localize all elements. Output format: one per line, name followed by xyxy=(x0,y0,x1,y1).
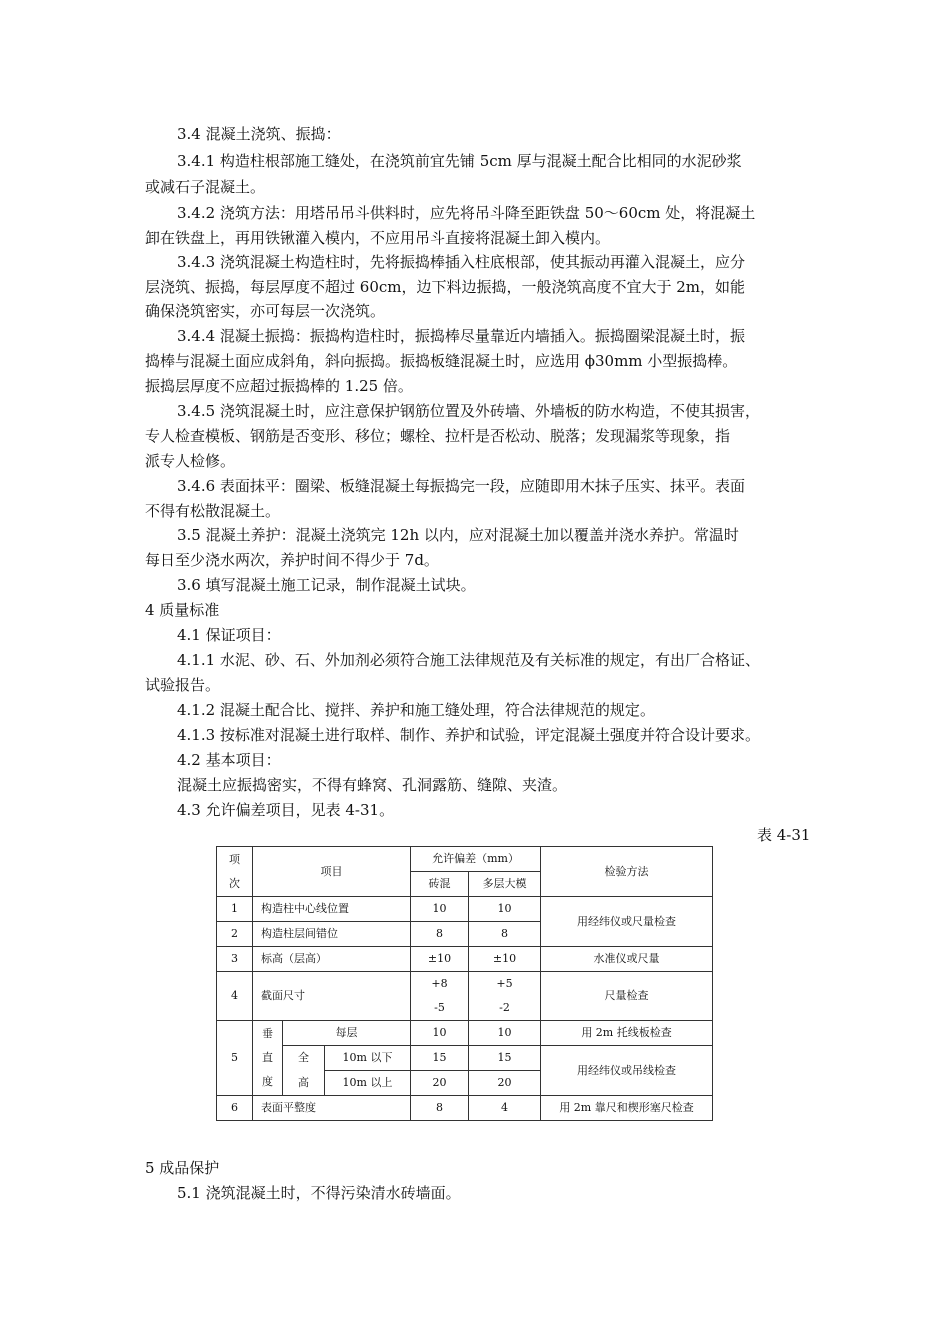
text-line: 每日至少浇水两次，养护时间不得少于 7d。 xyxy=(145,551,439,569)
text-line: 4.1.2 混凝土配合比、搅拌、养护和施工缝处理，符合法律规范的规定。 xyxy=(177,701,655,719)
table-row xyxy=(217,897,713,922)
text-line: 3.4.5 浇筑混凝土时，应注意保护钢筋位置及外砖墙、外墙板的防水构造，不使其损害， xyxy=(177,402,760,420)
text-line: 3.4.6 表面抹平：圈梁、板缝混凝土每振捣完一段，应随即用木抹子压实、抹平。表面 xyxy=(177,477,745,495)
text-line: 派专人检修。 xyxy=(145,452,236,470)
header-brick: 砖混 xyxy=(411,872,469,897)
row-item: 截面尺寸 xyxy=(253,972,411,1021)
row-brick: +8 -5 xyxy=(411,972,469,1021)
text-line: 4 质量标准 xyxy=(145,601,220,619)
text-line: 试验报告。 xyxy=(145,676,221,694)
row-multi: 20 xyxy=(469,1071,541,1096)
row-brick: 20 xyxy=(411,1071,469,1096)
table-row xyxy=(217,972,713,1021)
table-header-row xyxy=(217,847,713,872)
row-no: 1 xyxy=(217,897,253,922)
row-no: 4 xyxy=(217,972,253,1021)
text-line: 混凝土应振捣密实，不得有蜂窝、孔洞露筋、缝隙、夹渣。 xyxy=(177,776,568,794)
row-brick: ±10 xyxy=(411,947,469,972)
row-item: 构造柱层间错位 xyxy=(253,922,411,947)
full-height-char: 全 xyxy=(283,1046,325,1071)
row-multi: 15 xyxy=(469,1046,541,1071)
header-no: 项 次 xyxy=(217,847,253,897)
row-multi: 8 xyxy=(469,922,541,947)
table-row xyxy=(217,947,713,972)
row-brick: 10 xyxy=(411,897,469,922)
text-line: 或减石子混凝土。 xyxy=(145,178,266,196)
text-line: 4.1.3 按标准对混凝土进行取样、制作、养护和试验，评定混凝土强度并符合设计要求。 xyxy=(177,726,760,744)
row-multi: ±10 xyxy=(469,947,541,972)
header-method: 检验方法 xyxy=(541,847,713,897)
under-10m-label: 10m 以下 xyxy=(325,1046,411,1071)
text-line: 3.4.1 构造柱根部施工缝处，在浇筑前宜先铺 5cm 厚与混凝土配合比相同的水泥砂浆 xyxy=(177,152,742,170)
header-item: 项目 xyxy=(253,847,411,897)
text-line: 专人检查模板、钢筋是否变形、移位；螺栓、拉杆是否松动、脱落；发现漏浆等现象，指 xyxy=(145,427,731,445)
text-line: 3.4.2 浇筑方法：用塔吊吊斗供料时，应先将吊斗降至距铁盘 50～60cm 处，将混凝土 xyxy=(177,204,756,222)
row-method: 尺量检查 xyxy=(541,972,713,1021)
table-row xyxy=(217,1021,713,1046)
vertical-label: 垂 直 度 xyxy=(253,1021,283,1096)
row-brick: 15 xyxy=(411,1046,469,1071)
row-brick: 8 xyxy=(411,922,469,947)
row-method: 用 2m 托线板检查 xyxy=(541,1021,713,1046)
text-line: 3.6 填写混凝土施工记录，制作混凝土试块。 xyxy=(177,576,476,594)
table-row xyxy=(217,1096,713,1121)
row-multi: +5 -2 xyxy=(469,972,541,1021)
full-height-char: 高 xyxy=(283,1071,325,1096)
text-line: 捣棒与混凝土面应成斜角，斜向振捣。振捣板缝混凝土时，应选用 ϕ30mm 小型振捣棒。 xyxy=(145,352,738,370)
row-brick: 8 xyxy=(411,1096,469,1121)
row-method: 用 2m 靠尺和楔形塞尺检查 xyxy=(541,1096,713,1121)
row-method: 用经纬仪或尺量检查 xyxy=(541,897,713,947)
text-line: 层浇筑、振捣，每层厚度不超过 60cm，边下料边振捣，一般浇筑高度不宜大于 2m，如能 xyxy=(145,278,746,296)
per-floor-label: 每层 xyxy=(283,1021,411,1046)
text-line: 振捣层厚度不应超过振捣棒的 1.25 倍。 xyxy=(145,377,413,395)
row-item: 标高（层高） xyxy=(253,947,411,972)
row-no: 3 xyxy=(217,947,253,972)
text-line: 4.3 允许偏差项目，见表 4-31。 xyxy=(177,801,395,819)
header-multi: 多层大模 xyxy=(469,872,541,897)
text-line: 3.4.4 混凝土振捣：振捣构造柱时，振捣棒尽量靠近内墙插入。振捣圈梁混凝土时，振 xyxy=(177,327,745,345)
row-item: 表面平整度 xyxy=(253,1096,411,1121)
row-no: 5 xyxy=(217,1021,253,1096)
text-line: 3.4.3 浇筑混凝土构造柱时，先将振捣棒插入柱底根部，使其振动再灌入混凝土，应分 xyxy=(177,253,745,271)
row-method: 用经纬仪或吊线检查 xyxy=(541,1046,713,1096)
text-line: 确保浇筑密实，亦可每层一次浇筑。 xyxy=(145,302,386,320)
text-line: 5 成品保护 xyxy=(145,1159,220,1177)
text-line: 5.1 浇筑混凝土时，不得污染清水砖墙面。 xyxy=(177,1184,461,1202)
row-multi: 10 xyxy=(469,897,541,922)
row-item: 构造柱中心线位置 xyxy=(253,897,411,922)
text-line: 4.2 基本项目： xyxy=(177,751,281,769)
table-row xyxy=(217,1046,713,1071)
text-line: 4.1 保证项目： xyxy=(177,626,281,644)
header-deviation: 允许偏差（mm） xyxy=(411,847,541,872)
row-no: 6 xyxy=(217,1096,253,1121)
text-line: 不得有松散混凝土。 xyxy=(145,502,281,520)
over-10m-label: 10m 以上 xyxy=(325,1071,411,1096)
deviation-table xyxy=(216,846,713,1121)
text-line: 3.5 混凝土养护：混凝土浇筑完 12h 以内，应对混凝土加以覆盖并浇水养护。常温时 xyxy=(177,526,739,544)
row-brick: 10 xyxy=(411,1021,469,1046)
row-no: 2 xyxy=(217,922,253,947)
text-line: 3.4 混凝土浇筑、振捣： xyxy=(177,125,341,143)
row-multi: 4 xyxy=(469,1096,541,1121)
text-line: 4.1.1 水泥、砂、石、外加剂必须符合施工法律规范及有关标准的规定，有出厂合格证、 xyxy=(177,651,760,669)
table-caption: 表 4-31 xyxy=(757,826,811,844)
row-multi: 10 xyxy=(469,1021,541,1046)
text-line: 卸在铁盘上，再用铁锹灌入模内，不应用吊斗直接将混凝土卸入模内。 xyxy=(145,229,611,247)
row-method: 水准仪或尺量 xyxy=(541,947,713,972)
